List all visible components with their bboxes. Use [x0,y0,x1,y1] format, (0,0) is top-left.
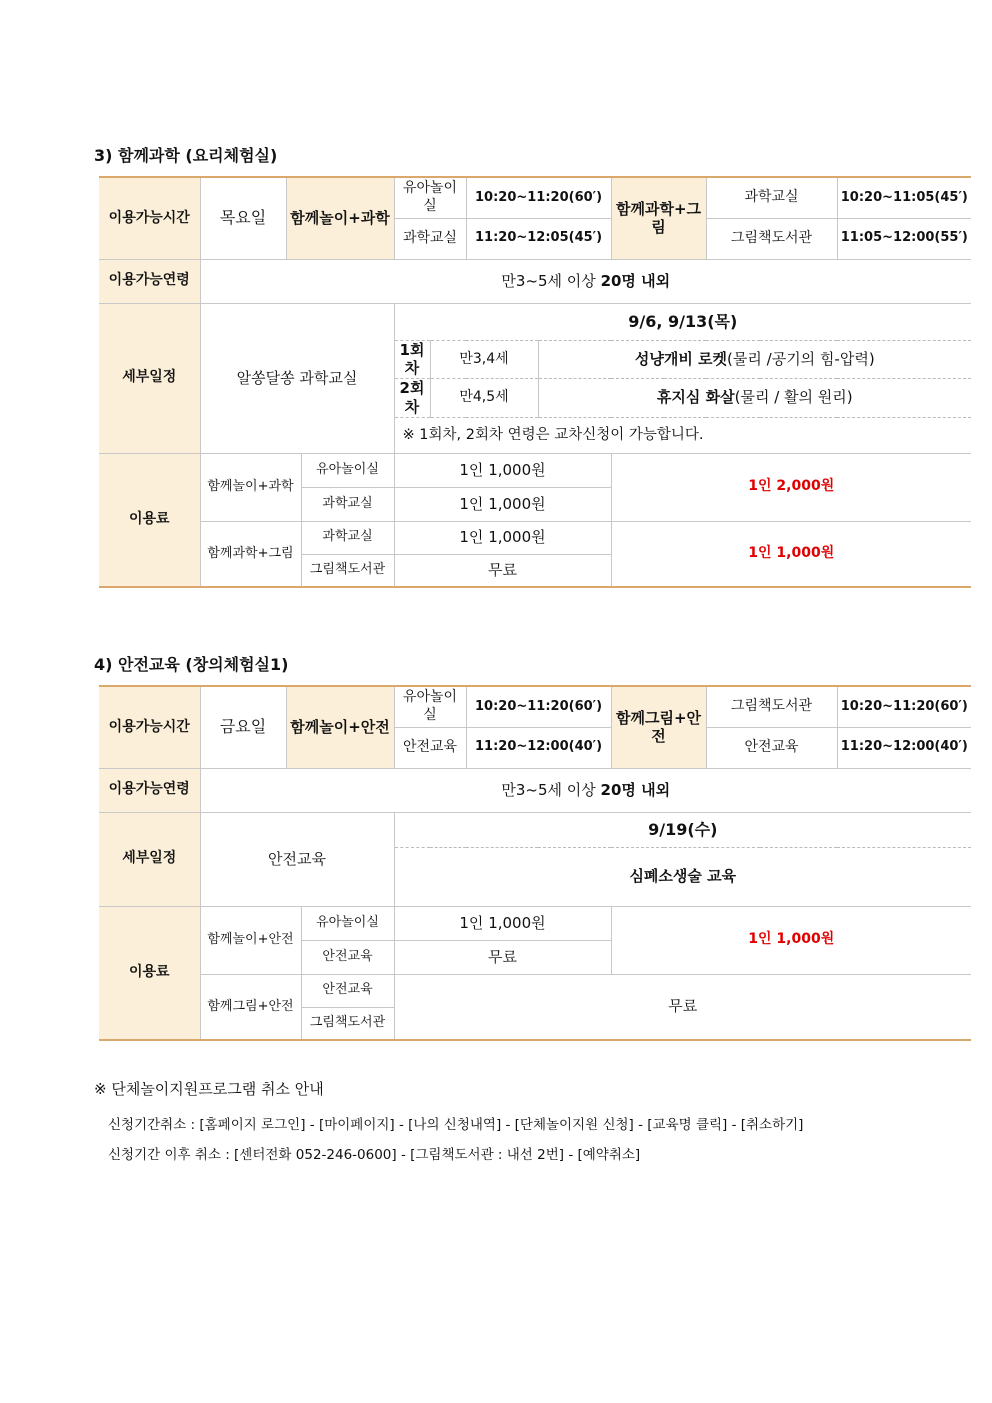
age-value: 만3~5세 이상 20명 내외 [200,259,971,303]
fee-group-1-total: 1인 1,000원 [611,906,971,974]
fee-group-2-total: 1인 1,000원 [611,521,971,587]
program-2-place-2: 그림책도서관 [706,218,837,259]
fee-group-1-fee-2: 무료 [394,940,611,974]
detail-date: 9/19(수) [394,812,971,847]
session-2-age: 만4,5세 [430,379,538,418]
fee-group-1-name: 함께놀이+안전 [200,906,301,974]
session-1-round: 1회차 [394,340,430,379]
program-2-place-1: 과학교실 [706,177,837,218]
fee-group-1-place-1: 유아놀이실 [301,453,394,487]
program-1-name: 함께놀이+안전 [286,686,394,768]
fee-group-1-name: 함께놀이+과학 [200,453,301,521]
detail-date: 9/6, 9/13(목) [394,303,971,340]
program-2-time-1: 10:20~11:05(45′) [837,177,971,218]
fee-group-1-fee-1: 1인 1,000원 [394,906,611,940]
fee-group-1-fee-2: 1인 1,000원 [394,487,611,521]
fee-header: 이용료 [99,906,200,1040]
section-4-table [99,685,971,1041]
session-2-round: 2회차 [394,379,430,418]
day: 목요일 [200,177,286,259]
program-1-time-2: 11:20~12:05(45′) [466,218,611,259]
age-header: 이용가능연령 [99,768,200,812]
fee-group-2-fee-2: 무료 [394,554,611,587]
day: 금요일 [200,686,286,768]
fee-group-2-fee-1: 1인 1,000원 [394,521,611,554]
program-2-name: 함께그림+안전 [611,686,706,768]
detail-header: 세부일정 [99,812,200,906]
section-3-title: 3) 함께과학 (요리체험실) [94,146,278,165]
session-1-content: 성냥개비 로켓(물리 /공기의 힘-압력) [538,340,971,379]
time-header: 이용가능시간 [99,177,200,259]
time-header: 이용가능시간 [99,686,200,768]
program-2-time-2: 11:20~12:00(40′) [837,727,971,768]
program-2-time-1: 10:20~11:20(60′) [837,686,971,727]
fee-group-1-place-1: 유아놀이실 [301,906,394,940]
program-1-time-1: 10:20~11:20(60′) [466,177,611,218]
session-1-age: 만3,4세 [430,340,538,379]
section-3-table [99,176,971,588]
fee-group-1-place-2: 과학교실 [301,487,394,521]
detail-header: 세부일정 [99,303,200,453]
program-2-place-2: 안전교육 [706,727,837,768]
program-1-place-1: 유아놀이실 [394,686,466,727]
detail-program-name: 안전교육 [200,812,394,906]
fee-group-2-place-2: 그림책도서관 [301,554,394,587]
fee-header: 이용료 [99,453,200,587]
program-1-place-1: 유아놀이실 [394,177,466,218]
fee-group-2-name: 함께그림+안전 [200,974,301,1040]
cancel-notice-title: ※ 단체놀이지원프로그램 취소 안내 [94,1080,324,1098]
cancel-notice-line-2: 신청기간 이후 취소 : [센터전화 052-246-0600] - [그림책도서관 : 내선 2번] - [예약취소] [108,1147,641,1163]
detail-program-title: 심폐소생술 교육 [394,847,971,906]
detail-note: ※ 1회차, 2회차 연령은 교차신청이 가능합니다. [394,417,971,453]
section-4-title: 4) 안전교육 (창의체험실1) [94,655,289,674]
program-2-name: 함께과학+그림 [611,177,706,259]
program-2-place-1: 그림책도서관 [706,686,837,727]
fee-group-2-total: 무료 [394,974,971,1040]
fee-group-2-place-2: 그림책도서관 [301,1007,394,1040]
fee-group-2-name: 함께과학+그림 [200,521,301,587]
program-1-name: 함께놀이+과학 [286,177,394,259]
fee-group-1-place-2: 안전교육 [301,940,394,974]
detail-program-name: 알쏭달쏭 과학교실 [200,303,394,453]
fee-group-1-total: 1인 2,000원 [611,453,971,521]
fee-group-1-fee-1: 1인 1,000원 [394,453,611,487]
program-1-time-2: 11:20~12:00(40′) [466,727,611,768]
session-2-content: 휴지심 화살(물리 / 활의 원리) [538,379,971,418]
program-1-place-2: 과학교실 [394,218,466,259]
program-1-place-2: 안전교육 [394,727,466,768]
program-2-time-2: 11:05~12:00(55′) [837,218,971,259]
fee-group-2-place-1: 안전교육 [301,974,394,1007]
age-value: 만3~5세 이상 20명 내외 [200,768,971,812]
cancel-notice-line-1: 신청기간취소 : [홈페이지 로그인] - [마이페이지] - [나의 신청내역] - [단체놀이지원 신청] - [교육명 클릭] - [취소하기] [108,1117,804,1133]
fee-group-2-place-1: 과학교실 [301,521,394,554]
age-header: 이용가능연령 [99,259,200,303]
program-1-time-1: 10:20~11:20(60′) [466,686,611,727]
